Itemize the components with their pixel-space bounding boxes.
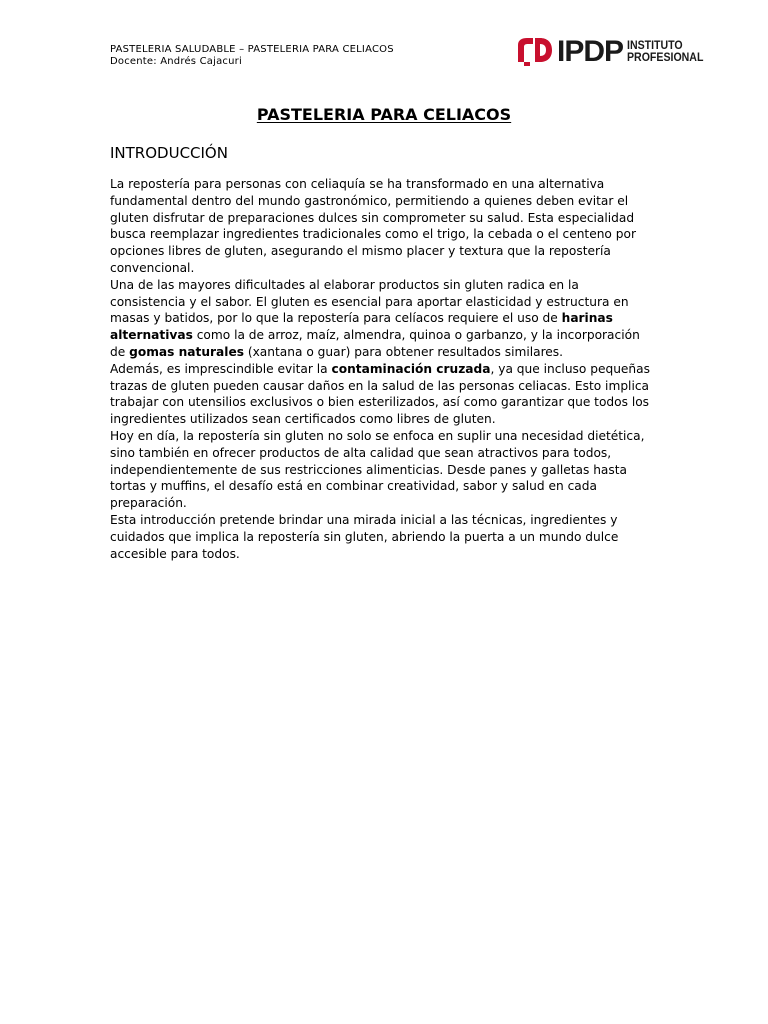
paragraph-5: Esta introducción pretende brindar una mirada inicial a las técnicas, ingredientes y cuidados que implica la repostería sin gluten, abriendo la puerta a un mundo dulce accesible para todos. [110, 512, 619, 561]
ipdp-logo-mark-icon [516, 36, 554, 68]
logo-institution-name [627, 40, 703, 64]
paragraph-3-text-a: Además, es imprescindible evitar la [110, 361, 332, 376]
paragraph-2-text-c: (xantana o guar) para obtener resultados similares. [243, 344, 564, 359]
institution-logo [516, 36, 710, 68]
page-header [110, 44, 394, 68]
paragraph-2 [110, 277, 658, 361]
logo-name-line-1: INSTITUTO [627, 40, 683, 52]
page-title: PASTELERIA PARA CELIACOS [256, 105, 512, 124]
paragraph-3 [110, 361, 658, 428]
paragraph-4: Hoy en día, la repostería sin gluten no solo se enfoca en suplir una necesidad dietética, sino también en ofrecer productos de alta calidad que sean atractivos para todos, independientemente de sus restricciones alimenticias. Desde panes y galletas hasta tortas y muffins, el desafío está en combinar creatividad, sabor y salud en cada preparación. [110, 428, 645, 511]
document-body [110, 176, 658, 562]
paragraph-1: La repostería para personas con celiaquía se ha transformado en una alternativa fundamental dentro del mundo gastronómico, permitiendo a quienes deben evitar el gluten disfrutar de preparaciones dulces sin comprometer su salud. Esta especialidad busca reemplazar ingredientes tradicionales como el trigo, la cebada o el centeno por opciones libres de gluten, asegurando el mismo placer y textura que la repostería convencional. [110, 177, 636, 275]
paragraph-2-text-a: Una de las mayores dificultades al elaborar productos sin gluten radica en la consistencia y el sabor. El gluten es esencial para aportar elasticidad y estructura en masas y batidos, por lo que la repostería para celíacos requiere el uso de [110, 277, 629, 326]
section-heading: INTRODUCCIÓN [110, 144, 228, 162]
bold-term-gomas-naturales: gomas naturales [129, 344, 244, 359]
logo-abbreviation: IPDP [557, 35, 624, 68]
paragraph-3-text-b: , ya que incluso pequeñas trazas de gluten pueden causar daños en la salud de las personas celiacas. Esto implica trabajar con utensilios exclusivos o bien esterilizados, así como garantizar que todos los ingredientes utilizados sean certificados como libres de gluten. [110, 361, 650, 427]
course-line: PASTELERIA SALUDABLE – PASTELERIA PARA CELIACOS [110, 44, 394, 55]
bold-term-contaminacion-cruzada: contaminación cruzada [331, 361, 491, 376]
bold-term-harinas-alternativas: harinas alternativas [110, 311, 613, 343]
logo-name-line-2: PROFESIONAL [627, 52, 704, 64]
paragraph-2-text-b: como la de arroz, maíz, almendra, quinoa o garbanzo, y la incorporación de [110, 328, 640, 359]
teacher-line: Docente: Andrés Cajacuri [110, 56, 242, 67]
